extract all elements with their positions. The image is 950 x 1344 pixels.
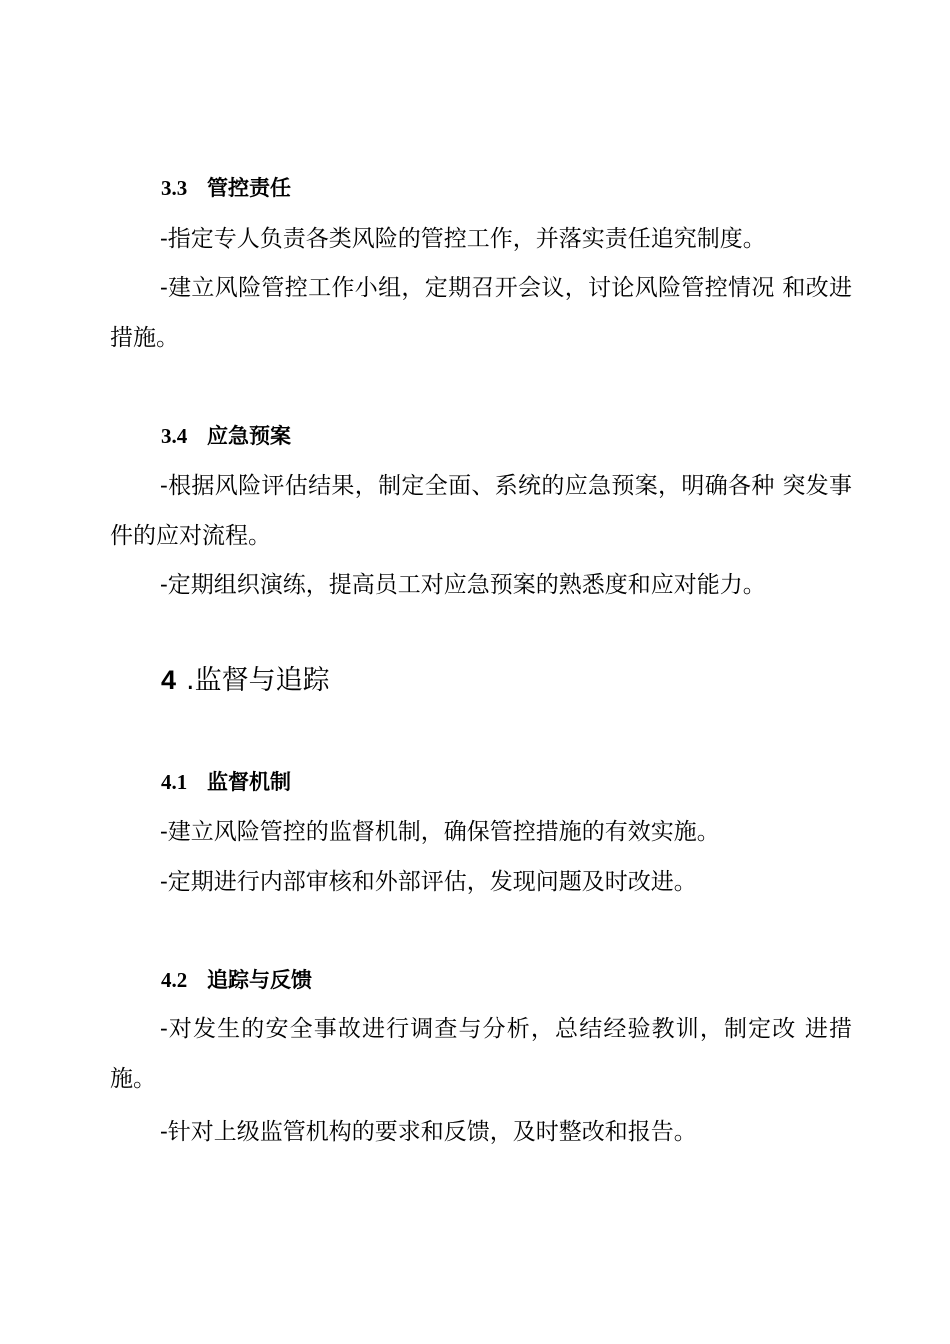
- paragraph-3-4-2: -定期组织演练，提高员工对应急预案的熟悉度和应对能力。: [160, 572, 766, 598]
- heading-3-4: [161, 422, 291, 450]
- heading-4-1-number: 4.1: [161, 770, 188, 794]
- heading-4: [161, 663, 330, 698]
- heading-3-4-title: 应急预案: [207, 424, 291, 448]
- heading-3-3-title: 管控责任: [207, 176, 291, 200]
- heading-4-2: [161, 966, 312, 994]
- paragraph-4-2-1: -对发生的安全事故进行调查与分析，总结经验教训，制定改 进措施。: [110, 1016, 852, 1092]
- heading-4-title: .监督与追踪: [186, 665, 330, 696]
- heading-3-3-number: 3.3: [161, 176, 188, 200]
- paragraph-4-1-1: -建立风险管控的监督机制，确保管控措施的有效实施。: [160, 819, 720, 845]
- paragraph-3-4-1: -根据风险评估结果，制定全面、系统的应急预案，明确各种 突发事件的应对流程。: [110, 473, 852, 549]
- paragraph-4-1-2: -定期进行内部审核和外部评估，发现问题及时改进。: [160, 869, 697, 895]
- paragraph-3-3-1: -指定专人负责各类风险的管控工作，并落实责任追究制度。: [160, 226, 766, 252]
- heading-4-2-number: 4.2: [161, 968, 188, 992]
- heading-3-4-number: 3.4: [161, 424, 188, 448]
- heading-4-1-title: 监督机制: [207, 770, 291, 794]
- paragraph-3-3-2: -建立风险管控工作小组，定期召开会议，讨论风险管控情况 和改进措施。: [110, 275, 852, 351]
- heading-3-3: [161, 174, 291, 202]
- heading-4-number: 4: [161, 665, 177, 695]
- paragraph-4-2-2: -针对上级监管机构的要求和反馈，及时整改和报告。: [160, 1119, 697, 1145]
- heading-4-1: [161, 768, 291, 796]
- heading-4-2-title: 追踪与反馈: [207, 968, 312, 992]
